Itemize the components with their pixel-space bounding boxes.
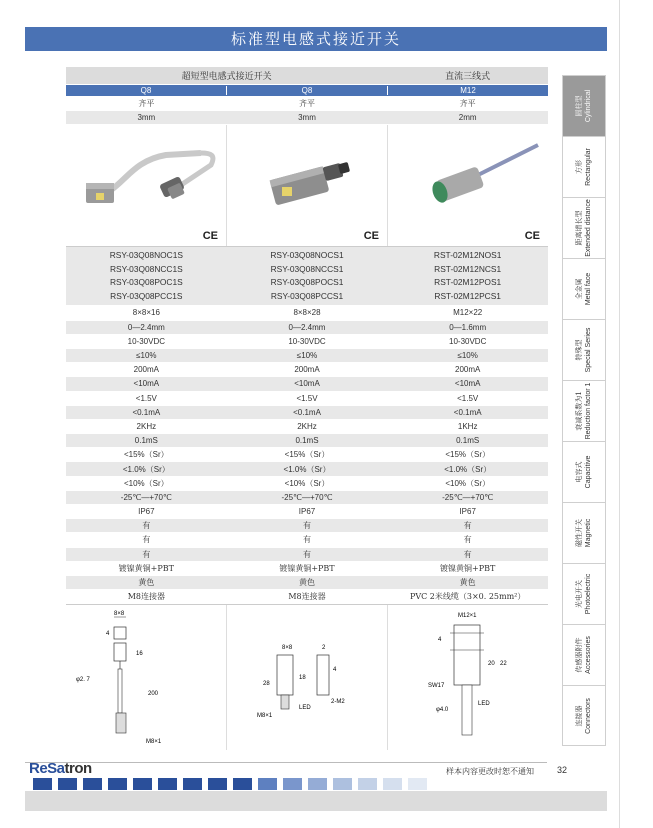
dim-label: M8×1 [146,739,162,746]
decor-square [383,778,402,790]
spec-cell: 有 [463,549,472,559]
decor-square [333,778,352,790]
decor-square [108,778,127,790]
sidebar-tab[interactable] [562,502,606,563]
spec-cell: <1.0%（Sr） [283,464,331,474]
spec-row [66,548,548,562]
sidebar-tab-label [575,199,593,257]
spec-cell: IP67 [138,507,155,517]
spec-cell: 有 [463,521,472,531]
spec-cell: <15%（Sr） [445,450,491,460]
mount-cell: 齐平 [138,99,155,109]
mount-cell: 齐平 [299,99,315,109]
sidebar-tab-cn: 衰减系数为1 [575,391,583,431]
decor-square [258,778,277,790]
spec-cell: 8×8×28 [293,308,321,318]
sidebar-tab-en: Photoelectric [585,573,592,615]
model-number: RSY-03Q08NOC1S [109,250,183,261]
dim-label: 8×8 [114,611,125,618]
dim-label: 8×8 [282,645,293,652]
sidebar-tab-en: Special Series [585,327,592,373]
sidebar-tab-label [575,273,593,305]
sidebar-tab[interactable] [562,136,606,197]
model-numbers-row [66,247,548,306]
spec-cell: 200mA [133,365,160,375]
type-cell: M12 [460,86,476,95]
mount-row [66,97,548,111]
sidebar-tab-label [575,456,593,489]
spec-cell: 黄色 [459,578,476,588]
type-cell: Q8 [227,86,388,95]
sidebar-tab-cn: 连接器 [575,705,583,727]
sidebar-tab-en: Rectangular [585,148,592,186]
dim-label: 4 [333,667,337,674]
sensor-photo-2 [227,125,387,247]
page-number: 32 [557,765,568,775]
dim-label: 16 [136,651,143,658]
table-heading-row [66,67,548,85]
sidebar-tab-en: Reduction factor 1 [585,382,592,440]
model-number: RST-02M12NOS1 [433,250,502,261]
model-number: RSY-03Q08PCC1S [110,290,183,301]
dim-label: φ4.0 [436,707,449,714]
decor-square [208,778,227,790]
spec-cell: 有 [142,521,151,531]
sidebar-tab-cn: 距离增长型 [575,210,583,246]
drawing-2 [227,605,388,750]
spec-cell: <1.5V [135,393,157,403]
decor-square [33,778,52,790]
spec-cell: 有 [303,535,311,545]
model-list [387,249,548,303]
sidebar-tab[interactable] [562,563,606,624]
decor-square [133,778,152,790]
spec-row [66,533,548,547]
spec-cell: <0.1mA [132,407,161,417]
footer-divider [25,762,547,763]
spec-row [66,335,548,349]
spec-cell: <10%（Sr） [445,478,491,488]
dimension-drawing-row [66,604,548,750]
sidebar-tab-cn: 电容式 [575,461,583,483]
dim-label: 4 [438,637,442,644]
model-number: RSY-03Q08NCC1S [109,263,183,274]
model-number: RSY-03Q08PCCS1 [270,290,344,301]
spec-row [66,477,548,491]
dim-label: 28 [263,681,270,688]
spec-cell: 0—1.6mm [449,322,487,332]
model-list [66,249,227,303]
spec-cell: <10mA [133,379,160,389]
sidebar-tab-en: Magnetic [585,518,592,548]
spec-row [66,321,548,335]
spec-cell: 2KHz [297,421,317,431]
spec-row [66,377,548,391]
decor-square [408,778,427,790]
sidebar-tab-cn: 特殊型 [575,339,583,361]
sidebar-tab-label [575,383,593,440]
spec-row [66,363,548,377]
spec-cell: ≤10% [296,351,318,361]
led-label: LED [478,701,490,708]
spec-cell: 镀镍黄铜+PBT [118,563,174,573]
drawing-3 [388,605,548,750]
spec-row [66,519,548,533]
spec-cell: <10mA [454,379,481,389]
spec-cell: 10-30VDC [449,336,487,346]
sidebar-tab-cn: 磁性开关 [575,519,583,547]
sidebar-tab-label [575,90,593,122]
sidebar-tab[interactable] [562,197,606,258]
sidebar-tab-cn: 全金属 [575,278,583,300]
dim-label: M12×1 [458,613,477,620]
spec-cell: <1.5V [457,393,479,403]
sidebar-tab-cn: 传感器附件 [575,637,583,673]
model-number: RST-02M12POS1 [434,277,502,288]
spec-row [66,349,548,363]
spec-row [66,420,548,434]
sidebar-tab-en: Extended distance [585,199,592,257]
spec-cell: <1.5V [296,393,318,403]
spec-cell: 镀镍黄铜+PBT [279,563,335,573]
spec-cell: -25℃—+70℃ [442,492,494,502]
spec-cell: 0.1mS [456,436,480,446]
spec-cell: 1KHz [457,421,478,431]
spec-cell: PVC 2米线缆（3×0. 25mm²） [409,592,526,602]
dim-label: 20 [488,661,495,668]
spec-cell: <1.0%（Sr） [122,464,170,474]
led-label: LED [299,705,311,712]
sidebar-tab-en: Accessories [585,636,592,674]
decor-square [158,778,177,790]
spec-cell: 有 [463,535,472,545]
sidebar-tab[interactable] [562,258,606,319]
spec-cell: 0.1mS [295,436,319,446]
page-title: 标准型电感式接近开关 [25,27,607,51]
spec-cell: <10mA [294,379,320,389]
dimension-drawing-2 [227,605,387,751]
sidebar-tab[interactable] [562,380,606,441]
sidebar-tab[interactable] [562,441,606,502]
distance-cell: 3mm [298,113,316,123]
spec-cell: 黄色 [138,578,155,588]
spec-cell: 200mA [455,365,481,375]
spec-cell: 0—2.4mm [127,322,165,332]
spec-cell: M8连接器 [288,592,326,602]
spec-row [66,491,548,505]
dim-label: M8×1 [257,713,273,720]
spec-rows [66,306,548,604]
sidebar-tab-label [575,148,593,186]
category-sidebar [562,75,606,746]
spec-cell: <15%（Sr） [123,450,169,460]
distance-row [66,111,548,125]
dimension-drawing-3 [388,605,548,751]
distance-cell: 2mm [458,113,477,123]
change-notice: 样本内容更改时恕不通知 [446,767,534,776]
decor-square [308,778,327,790]
model-number: RSY-03Q08NOCS1 [270,250,344,261]
sidebar-tab-label [575,328,593,373]
sidebar-tab-label [575,574,593,614]
decor-square [83,778,102,790]
decor-square [358,778,377,790]
model-number: RSY-03Q08NCCS1 [270,263,344,274]
spec-cell: 10-30VDC [288,336,326,346]
decorative-squares [33,778,427,790]
spec-row [66,505,548,519]
spec-cell: M8连接器 [127,592,165,602]
spec-row [66,462,548,476]
sensor-photo-1 [66,125,226,247]
sensor-photo-3 [388,125,548,247]
spec-cell: M12×22 [453,308,483,318]
spec-cell: <0.1mA [293,407,321,417]
spec-row [66,406,548,420]
spec-cell: 有 [142,549,151,559]
dim-label: 18 [299,675,306,682]
spec-row [66,590,548,604]
spec-cell: <1.0%（Sr） [444,464,492,474]
product-image-q8-long [227,125,388,246]
model-number: RST-02M12NCS1 [434,263,502,274]
spec-cell: 0—2.4mm [288,322,326,332]
spec-cell: 镀镍黄铜+PBT [440,563,496,573]
spec-cell: 有 [142,535,151,545]
dim-label: 2 [322,645,326,652]
ce-mark: CE [524,230,540,243]
sidebar-tab[interactable] [562,319,606,380]
sidebar-tab-cn: 方形 [575,160,583,174]
spec-cell: -25℃—+70℃ [281,492,333,502]
sidebar-tab-en: Connectors [585,697,592,734]
sidebar-tab[interactable] [562,75,606,136]
product-image-m12 [388,125,548,246]
spec-cell: IP67 [298,507,316,517]
decor-square [183,778,202,790]
sidebar-tab-cn: 光电开关 [575,580,583,608]
spec-cell: -25℃—+70℃ [120,492,172,502]
drawing-1 [66,605,227,750]
spec-table [66,67,548,750]
spec-cell: ≤10% [457,351,478,361]
heading-left: 超短型电感式接近开关 [181,72,272,82]
sidebar-tab-en: Cylindrical [585,89,592,123]
spec-cell: 8×8×16 [132,308,160,318]
type-row [66,85,548,97]
sidebar-tab-en: Metal face [585,272,592,306]
decor-square [283,778,302,790]
model-list [227,249,388,303]
dim-label: 200 [148,691,159,698]
product-image-q8-short [66,125,227,246]
dim-label: φ2. 7 [76,677,90,684]
dim-label: SW17 [428,683,445,690]
brand-logo [29,760,92,777]
footer-band [25,791,607,811]
logo-tail: tron [64,760,92,777]
spec-cell: 有 [303,549,311,559]
spec-cell: <10%（Sr） [123,478,169,488]
spec-cell: 10-30VDC [127,336,166,346]
spec-row [66,392,548,406]
spec-cell: 200mA [294,365,320,375]
logo-main: ReSa [29,760,65,777]
model-number: RSY-03Q08POC1S [109,277,183,288]
ce-mark: CE [202,230,218,243]
ce-mark: CE [363,230,379,243]
spec-cell: ≤10% [136,351,157,361]
sidebar-tab[interactable] [562,685,606,746]
sidebar-tab-en: Capacitive [585,455,592,489]
spec-cell: 黄色 [299,578,315,588]
spec-row [66,576,548,590]
sidebar-tab[interactable] [562,624,606,685]
spec-cell: <10%（Sr） [284,478,330,488]
distance-cell: 3mm [137,113,156,123]
decor-square [233,778,252,790]
sidebar-tab-label [575,636,593,674]
heading-right: 直流三线式 [445,72,491,82]
spec-cell: 2KHz [136,421,157,431]
spec-cell: <0.1mA [453,407,482,417]
spec-cell: <15%（Sr） [284,450,330,460]
dim-label: 2-M2 [331,699,345,706]
product-image-row [66,125,548,247]
dim-label: 4 [106,631,110,638]
spec-cell: 0.1mS [134,436,158,446]
spec-row [66,562,548,576]
model-number: RST-02M12PCS1 [434,290,501,301]
decor-square [58,778,77,790]
model-number: RSY-03Q08POCS1 [270,277,344,288]
spec-cell: 有 [303,521,311,531]
sidebar-tab-cn: 圆柱型 [575,95,583,117]
dimension-drawing-1 [66,605,226,751]
mount-cell: 齐平 [459,99,476,109]
sidebar-tab-label [575,519,593,547]
spec-cell: IP67 [459,507,476,517]
spec-row [66,448,548,462]
dim-label: 22 [500,661,507,668]
spec-row [66,434,548,448]
spec-row [66,306,548,320]
type-cell: Q8 [66,86,227,95]
sidebar-tab-label [575,698,593,734]
